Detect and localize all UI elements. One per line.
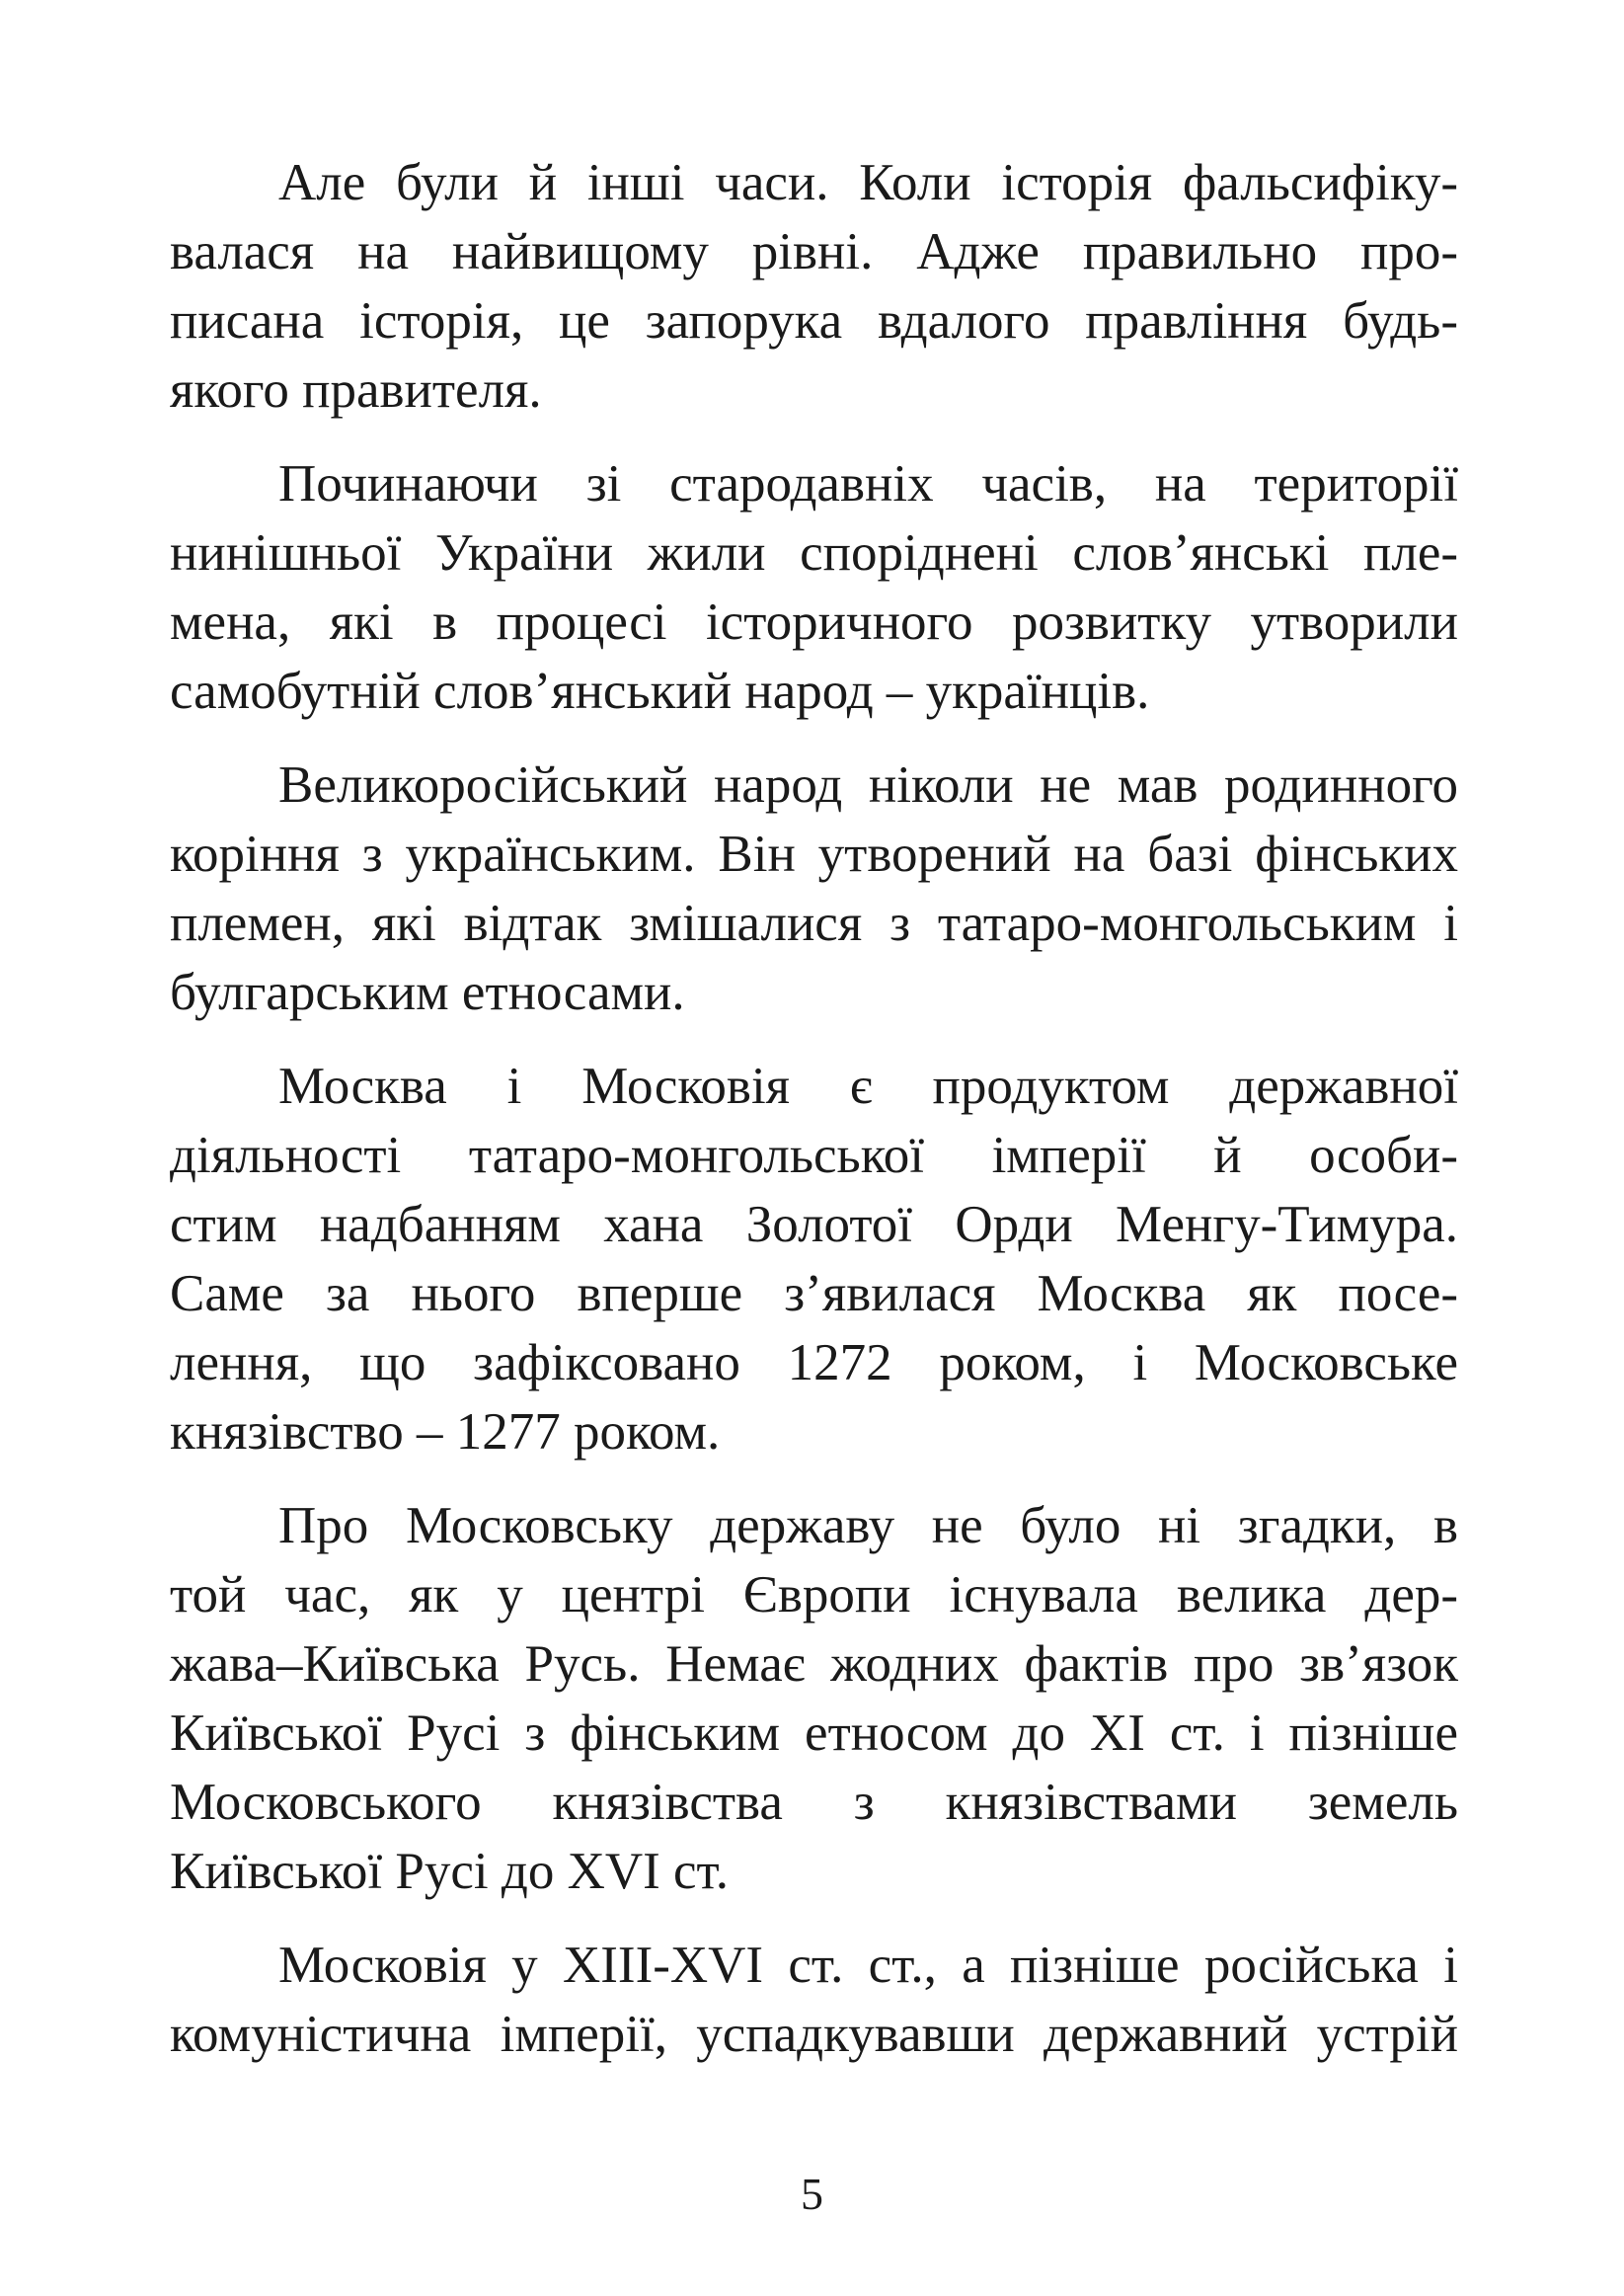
text-line: діяльності татаро-монгольської імперії й особи- — [170, 1127, 1458, 1184]
text-line: писана історія, це запорука вдалого правління будь- — [170, 292, 1458, 350]
text-line: Московського князівства з князівствами земель — [170, 1774, 1458, 1831]
text-line: жава–Київська Русь. Немає жодних фактів про зв’язок — [170, 1635, 1458, 1693]
text-line: лення, що зафіксовано 1272 роком, і Московське — [170, 1334, 1458, 1391]
text-line: самобутній слов’янський народ – українців. — [170, 663, 1150, 720]
text-line: мена, які в процесі історичного розвитку утворили — [170, 594, 1458, 651]
text-line: Саме за нього вперше з’явилася Москва як посе- — [170, 1265, 1458, 1322]
text-line: нинішньої України жили споріднені слов’янські пле- — [170, 524, 1458, 582]
text-line: Великоросійський народ ніколи не мав родинного — [278, 756, 1458, 814]
text-line: коріння з українським. Він утворений на базі фінських — [170, 826, 1458, 883]
text-line: стим надбанням хана Золотої Орди Менгу-Тимура. — [170, 1196, 1458, 1253]
text-line: Київської Русі до XVI ст. — [170, 1843, 729, 1900]
text-line: валася на найвищому рівні. Адже правильно про- — [170, 223, 1458, 280]
text-line: князівство – 1277 роком. — [170, 1403, 721, 1461]
text-line: Але були й інші часи. Коли історія фальсифіку- — [278, 154, 1458, 211]
page-number: 5 — [801, 2169, 823, 2219]
text-line: якого правителя. — [170, 361, 542, 419]
text-line: Московія у XIII-XVI ст. ст., а пізніше російська і — [278, 1937, 1458, 1994]
text-line: племен, які відтак змішалися з татаро-монгольським і — [170, 895, 1458, 952]
text-line: Київської Русі з фінським етносом до ХІ ст. і пізніше — [170, 1704, 1458, 1762]
text-line: комуністична імперії, успадкувавши державний устрій — [170, 2006, 1458, 2063]
text-line: булгарським етносами. — [170, 964, 685, 1021]
text-line: той час, як у центрі Європи існувала велика дер- — [170, 1566, 1458, 1623]
text-line: Починаючи зі стародавніх часів, на території — [278, 455, 1458, 513]
text-line: Москва і Московія є продуктом державної — [278, 1058, 1458, 1115]
text-line: Про Московську державу не було ні згадки, в — [278, 1497, 1458, 1554]
